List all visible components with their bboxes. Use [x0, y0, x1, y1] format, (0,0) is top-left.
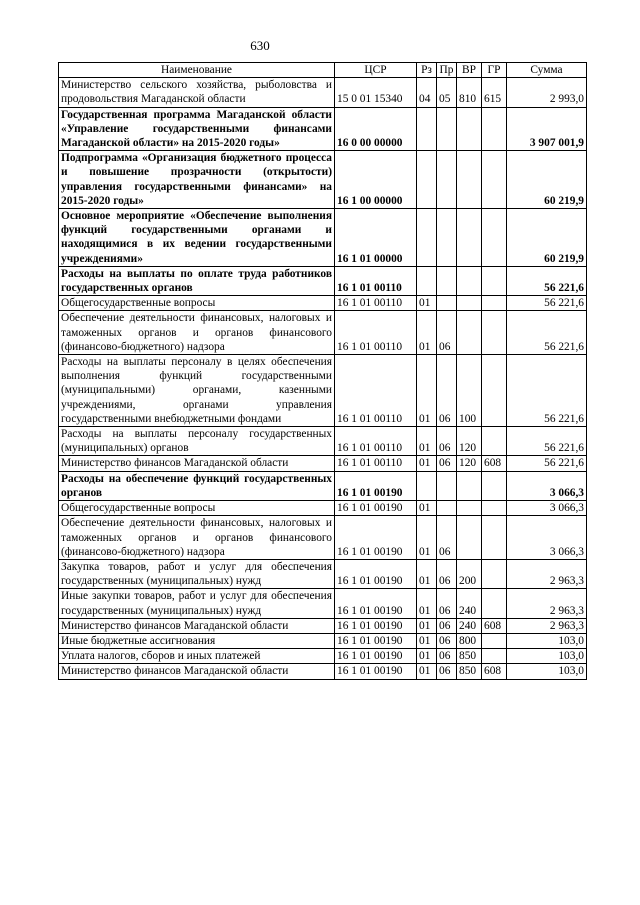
- cell-rz: [417, 151, 437, 209]
- cell-vr: [457, 296, 482, 311]
- cell-rz: 01: [417, 516, 437, 560]
- cell-csr: 16 1 01 00110: [335, 456, 417, 471]
- cell-rz: 01: [417, 559, 437, 588]
- cell-rz: 01: [417, 618, 437, 633]
- cell-name: Закупка товаров, работ и услуг для обеспечения государственных (муниципальных) нужд: [59, 559, 335, 588]
- cell-sum: 56 221,6: [507, 355, 587, 427]
- cell-vr: 240: [457, 589, 482, 618]
- cell-sum: 60 219,9: [507, 209, 587, 267]
- cell-vr: [457, 266, 482, 295]
- cell-csr: 16 1 01 00110: [335, 296, 417, 311]
- cell-vr: [457, 311, 482, 355]
- cell-gr: [482, 516, 507, 560]
- cell-pr: 06: [437, 649, 457, 664]
- table-row: [59, 266, 587, 295]
- table-row: [59, 311, 587, 355]
- cell-gr: [482, 296, 507, 311]
- cell-sum: 56 221,6: [507, 311, 587, 355]
- cell-rz: [417, 471, 437, 500]
- header-rz: Рз: [417, 63, 437, 78]
- cell-pr: 06: [437, 456, 457, 471]
- cell-vr: 100: [457, 355, 482, 427]
- cell-gr: [482, 589, 507, 618]
- cell-rz: 01: [417, 664, 437, 679]
- cell-name: Расходы на выплаты персоналу государственных (муниципальных) органов: [59, 427, 335, 456]
- table-row: [59, 664, 587, 679]
- cell-rz: [417, 209, 437, 267]
- cell-pr: 06: [437, 311, 457, 355]
- cell-gr: [482, 266, 507, 295]
- cell-sum: 3 907 001,9: [507, 107, 587, 151]
- cell-sum: 3 066,3: [507, 516, 587, 560]
- cell-vr: [457, 151, 482, 209]
- table-row: [59, 107, 587, 151]
- cell-csr: 16 1 01 00190: [335, 589, 417, 618]
- cell-gr: [482, 209, 507, 267]
- cell-csr: 15 0 01 15340: [335, 78, 417, 107]
- header-sum: Сумма: [507, 63, 587, 78]
- cell-gr: [482, 633, 507, 648]
- cell-gr: [482, 471, 507, 500]
- cell-gr: [482, 107, 507, 151]
- cell-rz: 01: [417, 501, 437, 516]
- cell-rz: [417, 107, 437, 151]
- cell-csr: 16 1 01 00190: [335, 664, 417, 679]
- cell-sum: 103,0: [507, 633, 587, 648]
- cell-pr: 06: [437, 355, 457, 427]
- cell-gr: 608: [482, 618, 507, 633]
- table-row: [59, 501, 587, 516]
- cell-rz: 01: [417, 311, 437, 355]
- cell-csr: 16 0 00 00000: [335, 107, 417, 151]
- cell-vr: [457, 516, 482, 560]
- cell-pr: 06: [437, 516, 457, 560]
- cell-vr: 200: [457, 559, 482, 588]
- cell-sum: 103,0: [507, 664, 587, 679]
- cell-pr: [437, 209, 457, 267]
- cell-sum: 2 963,3: [507, 559, 587, 588]
- cell-vr: 850: [457, 649, 482, 664]
- cell-pr: [437, 107, 457, 151]
- cell-vr: 120: [457, 427, 482, 456]
- header-pr: Пр: [437, 63, 457, 78]
- cell-pr: 06: [437, 633, 457, 648]
- cell-gr: [482, 501, 507, 516]
- cell-sum: 56 221,6: [507, 456, 587, 471]
- cell-vr: [457, 501, 482, 516]
- cell-gr: 615: [482, 78, 507, 107]
- cell-rz: [417, 266, 437, 295]
- header-vr: ВР: [457, 63, 482, 78]
- cell-sum: 2 963,3: [507, 618, 587, 633]
- cell-vr: [457, 471, 482, 500]
- cell-pr: [437, 501, 457, 516]
- table-row: [59, 618, 587, 633]
- cell-gr: [482, 151, 507, 209]
- cell-vr: 810: [457, 78, 482, 107]
- header-name: Наименование: [59, 63, 335, 78]
- cell-rz: 01: [417, 633, 437, 648]
- cell-pr: 06: [437, 618, 457, 633]
- cell-rz: 04: [417, 78, 437, 107]
- cell-name: Подпрограмма «Организация бюджетного процесса и повышение прозрачности (открытости) управления государственными финансами» на 2015-2020 годы»: [59, 151, 335, 209]
- header-gr: ГР: [482, 63, 507, 78]
- cell-name: Министерство финансов Магаданской области: [59, 456, 335, 471]
- cell-sum: 56 221,6: [507, 296, 587, 311]
- cell-name: Общегосударственные вопросы: [59, 296, 335, 311]
- cell-sum: 60 219,9: [507, 151, 587, 209]
- cell-rz: 01: [417, 649, 437, 664]
- cell-name: Министерство финансов Магаданской области: [59, 664, 335, 679]
- cell-pr: 05: [437, 78, 457, 107]
- header-csr: ЦСР: [335, 63, 417, 78]
- table-row: [59, 209, 587, 267]
- cell-name: Обеспечение деятельности финансовых, налоговых и таможенных органов и органов финансового (финансово-бюджетного) надзора: [59, 516, 335, 560]
- cell-name: Обеспечение деятельности финансовых, налоговых и таможенных органов и органов финансового (финансово-бюджетного) надзора: [59, 311, 335, 355]
- cell-gr: [482, 311, 507, 355]
- cell-csr: 16 1 01 00190: [335, 649, 417, 664]
- cell-gr: [482, 355, 507, 427]
- cell-vr: 240: [457, 618, 482, 633]
- cell-csr: 16 1 00 00000: [335, 151, 417, 209]
- cell-name: Основное мероприятие «Обеспечение выполнения функций государственными органами и находящимися в их ведении государственными учреждениями»: [59, 209, 335, 267]
- cell-vr: 800: [457, 633, 482, 648]
- budget-table: [58, 62, 587, 680]
- cell-rz: 01: [417, 355, 437, 427]
- cell-name: Расходы на обеспечение функций государственных органов: [59, 471, 335, 500]
- cell-vr: 850: [457, 664, 482, 679]
- cell-csr: 16 1 01 00190: [335, 633, 417, 648]
- cell-sum: 56 221,6: [507, 266, 587, 295]
- cell-name: Общегосударственные вопросы: [59, 501, 335, 516]
- table-row: [59, 633, 587, 648]
- cell-gr: [482, 559, 507, 588]
- table-row: [59, 456, 587, 471]
- cell-csr: 16 1 01 00190: [335, 516, 417, 560]
- cell-gr: 608: [482, 664, 507, 679]
- cell-name: Расходы на выплаты по оплате труда работников государственных органов: [59, 266, 335, 295]
- table-body: [59, 78, 587, 679]
- cell-pr: 06: [437, 559, 457, 588]
- cell-pr: 06: [437, 427, 457, 456]
- table-row: [59, 296, 587, 311]
- table-row: [59, 649, 587, 664]
- cell-gr: [482, 427, 507, 456]
- cell-vr: [457, 107, 482, 151]
- cell-sum: 3 066,3: [507, 501, 587, 516]
- table-row: [59, 427, 587, 456]
- cell-rz: 01: [417, 456, 437, 471]
- cell-sum: 3 066,3: [507, 471, 587, 500]
- cell-vr: 120: [457, 456, 482, 471]
- cell-csr: 16 1 01 00190: [335, 501, 417, 516]
- cell-rz: 01: [417, 296, 437, 311]
- table-row: [59, 355, 587, 427]
- cell-rz: 01: [417, 427, 437, 456]
- cell-csr: 16 1 01 00110: [335, 266, 417, 295]
- cell-sum: 56 221,6: [507, 427, 587, 456]
- cell-rz: 01: [417, 589, 437, 618]
- table-row: [59, 471, 587, 500]
- cell-name: Министерство финансов Магаданской области: [59, 618, 335, 633]
- cell-csr: 16 1 01 00110: [335, 355, 417, 427]
- table-row: [59, 516, 587, 560]
- cell-csr: 16 1 01 00000: [335, 209, 417, 267]
- cell-name: Министерство сельского хозяйства, рыболовства и продовольствия Магаданской области: [59, 78, 335, 107]
- table-row: [59, 559, 587, 588]
- cell-pr: 06: [437, 589, 457, 618]
- table-row: [59, 78, 587, 107]
- cell-csr: 16 1 01 00110: [335, 311, 417, 355]
- table-row: [59, 589, 587, 618]
- page-number: 630: [250, 38, 270, 53]
- cell-sum: 2 993,0: [507, 78, 587, 107]
- cell-pr: [437, 151, 457, 209]
- cell-sum: 103,0: [507, 649, 587, 664]
- cell-csr: 16 1 01 00190: [335, 471, 417, 500]
- cell-csr: 16 1 01 00190: [335, 618, 417, 633]
- cell-name: Государственная программа Магаданской области «Управление государственными финансами Магаданской области» на 2015-2020 годы»: [59, 107, 335, 151]
- cell-csr: 16 1 01 00110: [335, 427, 417, 456]
- cell-pr: [437, 266, 457, 295]
- cell-gr: 608: [482, 456, 507, 471]
- cell-pr: [437, 471, 457, 500]
- cell-sum: 2 963,3: [507, 589, 587, 618]
- cell-csr: 16 1 01 00190: [335, 559, 417, 588]
- table-header-row: [59, 63, 587, 78]
- cell-name: Иные бюджетные ассигнования: [59, 633, 335, 648]
- cell-vr: [457, 209, 482, 267]
- table-row: [59, 151, 587, 209]
- cell-pr: [437, 296, 457, 311]
- cell-name: Уплата налогов, сборов и иных платежей: [59, 649, 335, 664]
- cell-name: Иные закупки товаров, работ и услуг для обеспечения государственных (муниципальных) нужд: [59, 589, 335, 618]
- cell-gr: [482, 649, 507, 664]
- cell-name: Расходы на выплаты персоналу в целях обеспечения выполнения функций государственными (муниципальными) органами, казенными учреждениями, органами управления государственными внебюджетными фондами: [59, 355, 335, 427]
- cell-pr: 06: [437, 664, 457, 679]
